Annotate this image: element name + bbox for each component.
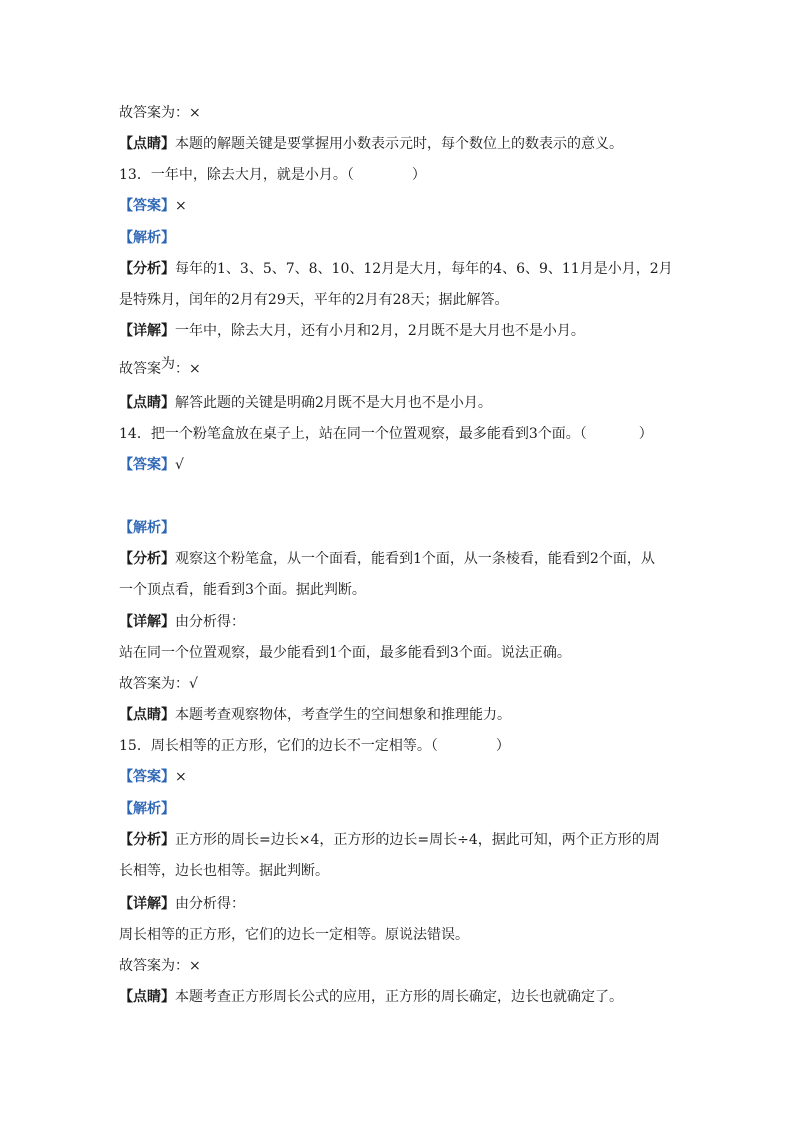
explanation-tag: 【解析】 <box>119 801 175 817</box>
question-14: 14．把一个粉笔盒放在桌子上，站在同一个位置观察，最多能看到3个面。（ ） <box>119 426 653 442</box>
question-15: 15．周长相等的正方形，它们的边长不一定相等。（ ） <box>119 738 510 754</box>
note-line: 【点睛】解答此题的关键是明确2月既不是大月也不是小月。 <box>119 395 492 411</box>
analysis-line-cont: 是特殊月，闰年的2月有29天，平年的2月有28天；据此解答。 <box>119 292 509 308</box>
detail-line: 【详解】由分析得： <box>119 896 245 912</box>
question-13: 13．一年中，除去大月，就是小月。（ ） <box>119 167 426 183</box>
answer-line: 故答案为：√ <box>119 676 198 692</box>
answer-line: 故答案为：× <box>119 356 201 377</box>
note-line: 【点睛】本题的解题关键是要掌握用小数表示元时，每个数位上的数表示的意义。 <box>119 136 623 152</box>
analysis-line: 【分析】观察这个粉笔盒，从一个面看，能看到1个面，从一条棱看，能看到2个面，从 <box>119 551 655 567</box>
answer-tag-line: 【答案】× <box>119 769 187 785</box>
explanation-tag: 【解析】 <box>119 230 175 246</box>
answer-line: 故答案为：× <box>119 958 201 974</box>
note-line: 【点睛】本题考查观察物体，考查学生的空间想象和推理能力。 <box>119 707 511 723</box>
detail-line-cont: 站在同一个位置观察，最少能看到1个面，最多能看到3个面。说法正确。 <box>119 645 571 661</box>
note-line: 【点睛】本题考查正方形周长公式的应用，正方形的周长确定，边长也就确定了。 <box>119 989 623 1005</box>
answer-tag-line: 【答案】× <box>119 198 187 214</box>
answer-tag-line: 【答案】√ <box>119 457 184 473</box>
analysis-line: 【分析】每年的1、3、5、7、8、10、12月是大月，每年的4、6、9、11月是小月，2月 <box>119 261 673 277</box>
analysis-line-cont: 一个顶点看，能看到3个面。据此判断。 <box>119 582 366 598</box>
detail-line: 【详解】一年中，除去大月，还有小月和2月，2月既不是大月也不是小月。 <box>119 323 585 339</box>
detail-line-cont: 周长相等的正方形，它们的边长一定相等。原说法错误。 <box>119 927 469 943</box>
explanation-tag: 【解析】 <box>119 520 175 536</box>
analysis-line-cont: 长相等，边长也相等。据此判断。 <box>119 863 329 879</box>
answer-line: 故答案为：× <box>119 105 201 121</box>
analysis-line: 【分析】正方形的周长=边长×4，正方形的边长=周长÷4，据此可知，两个正方形的周 <box>119 832 660 848</box>
detail-line: 【详解】由分析得： <box>119 614 245 630</box>
